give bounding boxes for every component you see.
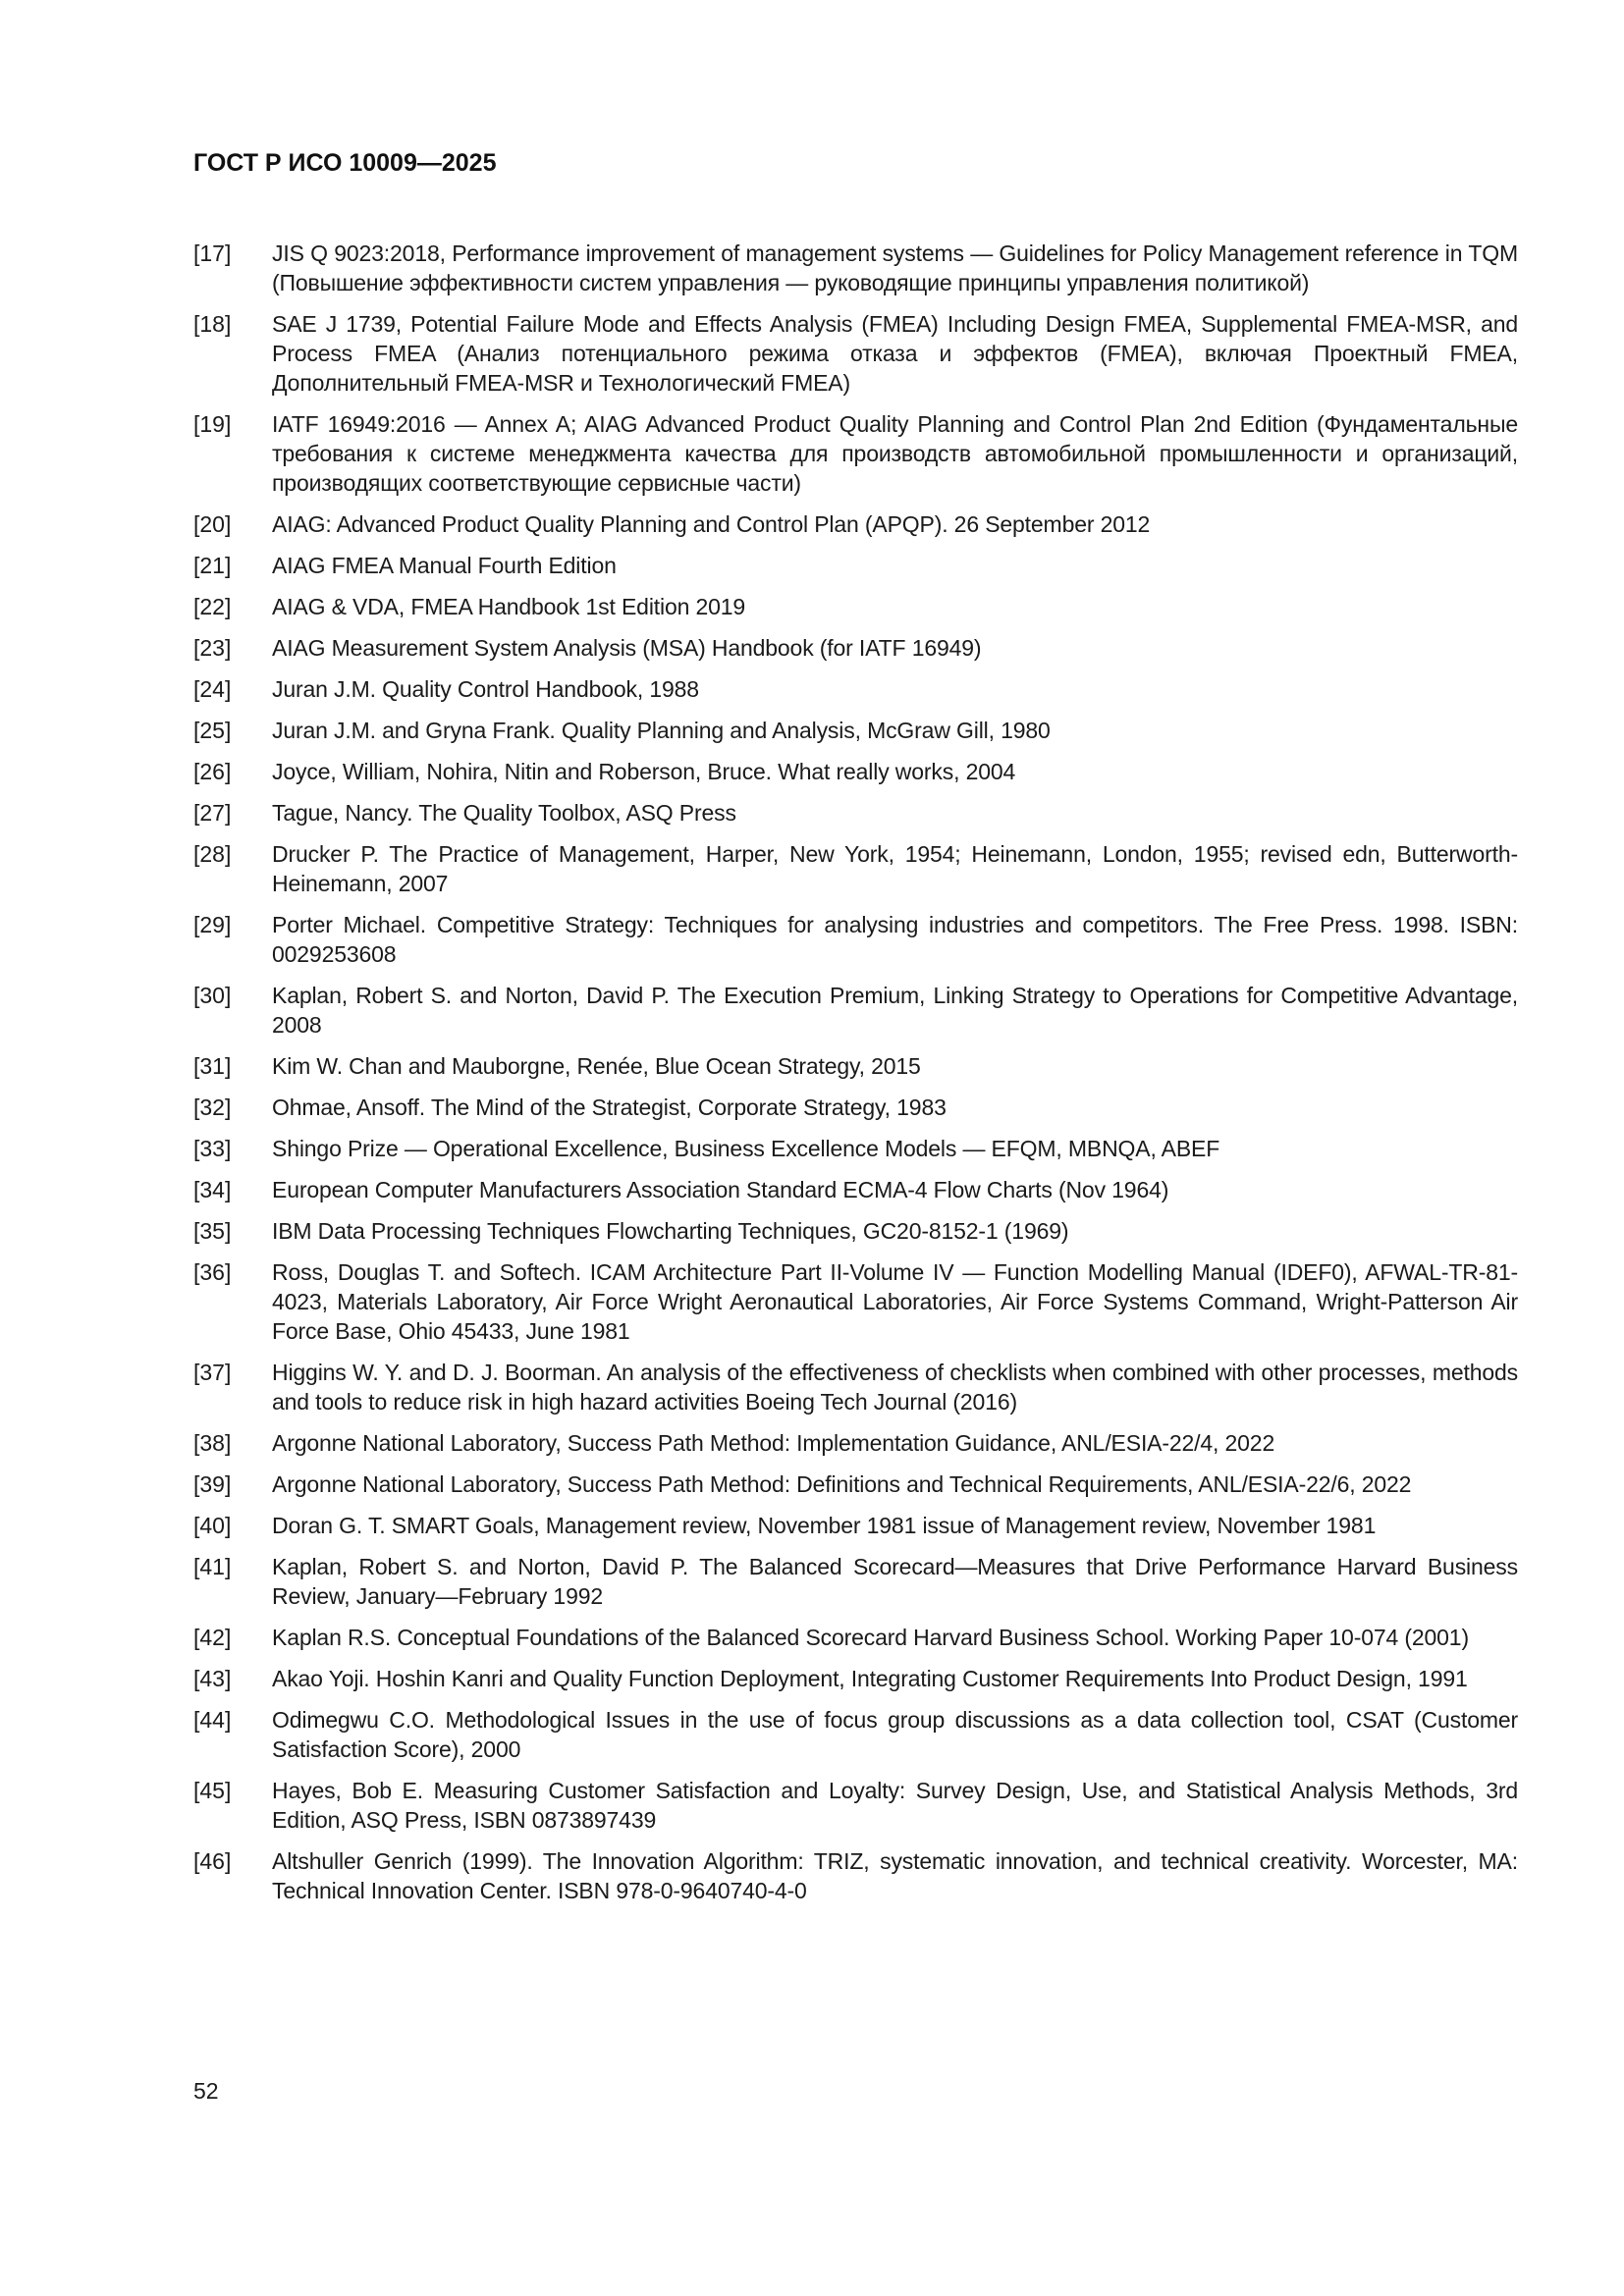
reference-number: [24] [193, 676, 232, 702]
reference-item [193, 757, 1518, 786]
reference-number: [25] [193, 718, 232, 743]
reference-number: [44] [193, 1707, 232, 1733]
reference-number: [36] [193, 1259, 232, 1285]
reference-item [193, 1664, 1518, 1693]
reference-text: Argonne National Laboratory, Success Path Method: Implementation Guidance, ANL/ESIA-22/4, 2022 [272, 1430, 1275, 1456]
reference-number: [17] [193, 240, 232, 266]
reference-text: IBM Data Processing Techniques Flowcharting Techniques, GC20-8152-1 (1969) [272, 1218, 1069, 1244]
reference-item [193, 409, 1518, 498]
reference-text: Kim W. Chan and Mauborgne, Renée, Blue Ocean Strategy, 2015 [272, 1053, 921, 1079]
reference-number: [21] [193, 553, 232, 578]
reference-item [193, 1776, 1518, 1835]
reference-item [193, 1134, 1518, 1163]
reference-item [193, 1623, 1518, 1652]
reference-item [193, 309, 1518, 398]
reference-text: Ohmae, Ansoff. The Mind of the Strategist, Corporate Strategy, 1983 [272, 1095, 947, 1120]
reference-text: European Computer Manufacturers Association Standard ECMA-4 Flow Charts (Nov 1964) [272, 1177, 1169, 1202]
reference-text: Doran G. T. SMART Goals, Management review, November 1981 issue of Management review, November 1981 [272, 1513, 1377, 1538]
reference-item [193, 910, 1518, 969]
reference-item [193, 1216, 1518, 1246]
reference-text: AIAG: Advanced Product Quality Planning and Control Plan (APQP). 26 September 2012 [272, 511, 1151, 537]
reference-item [193, 1358, 1518, 1416]
reference-number: [29] [193, 912, 232, 937]
reference-text: Drucker P. The Practice of Management, Harper, New York, 1954; Heinemann, London, 1955; revised edn, Butterworth-Heinemann, 2007 [272, 841, 1518, 896]
reference-number: [43] [193, 1666, 232, 1691]
reference-text: Argonne National Laboratory, Success Path Method: Definitions and Technical Requirements, ANL/ESIA-22/6, 2022 [272, 1471, 1412, 1497]
reference-item [193, 839, 1518, 898]
reference-item [193, 1552, 1518, 1611]
reference-item [193, 798, 1518, 828]
reference-item [193, 1469, 1518, 1499]
reference-number: [20] [193, 511, 232, 537]
reference-text: Higgins W. Y. and D. J. Boorman. An analysis of the effectiveness of checklists when combined with other processes, methods and tools to reduce risk in high hazard activities Boeing Tech Journal (2016) [272, 1360, 1518, 1415]
reference-text: Akao Yoji. Hoshin Kanri and Quality Function Deployment, Integrating Customer Requirements Into Product Design, 1991 [272, 1666, 1468, 1691]
reference-text: Odimegwu C.O. Methodological Issues in the use of focus group discussions as a data collection tool, CSAT (Customer Satisfaction Score), 2000 [272, 1707, 1518, 1762]
reference-item [193, 551, 1518, 580]
reference-item [193, 716, 1518, 745]
reference-number: [30] [193, 983, 232, 1008]
reference-item [193, 509, 1518, 539]
reference-number: [35] [193, 1218, 232, 1244]
reference-number: [19] [193, 411, 232, 437]
reference-item [193, 1428, 1518, 1458]
reference-text: Juran J.M. Quality Control Handbook, 1988 [272, 676, 699, 702]
reference-text: AIAG Measurement System Analysis (MSA) Handbook (for IATF 16949) [272, 635, 982, 661]
reference-number: [26] [193, 759, 232, 784]
reference-text: Hayes, Bob E. Measuring Customer Satisfaction and Loyalty: Survey Design, Use, and Statistical Analysis Methods, 3rd Edition, ASQ Press, ISBN 0873897439 [272, 1778, 1518, 1833]
reference-text: SAE J 1739, Potential Failure Mode and Effects Analysis (FMEA) Including Design FMEA, Supplemental FMEA-MSR, and Process FMEA (Анализ потенциального режима отказа и эффектов (FMEA), включая Проектный FMEA, Дополнительный FMEA-MSR и Технологический FMEA) [272, 311, 1518, 396]
reference-text: Juran J.M. and Gryna Frank. Quality Planning and Analysis, McGraw Gill, 1980 [272, 718, 1051, 743]
reference-text: AIAG FMEA Manual Fourth Edition [272, 553, 617, 578]
reference-number: [40] [193, 1513, 232, 1538]
reference-text: AIAG & VDA, FMEA Handbook 1st Edition 2019 [272, 594, 746, 619]
reference-number: [33] [193, 1136, 232, 1161]
reference-item [193, 1051, 1518, 1081]
reference-item [193, 1846, 1518, 1905]
reference-number: [18] [193, 311, 232, 337]
reference-number: [32] [193, 1095, 232, 1120]
reference-text: JIS Q 9023:2018, Performance improvement of management systems — Guidelines for Policy Management reference in TQM (Повышение эффективности систем управления — руководящие принципы управления политикой) [272, 240, 1518, 295]
page-number: 52 [193, 2078, 219, 2104]
reference-number: [37] [193, 1360, 232, 1385]
reference-item [193, 1705, 1518, 1764]
reference-item [193, 981, 1518, 1040]
reference-number: [22] [193, 594, 232, 619]
reference-number: [27] [193, 800, 232, 826]
reference-number: [38] [193, 1430, 232, 1456]
reference-text: Altshuller Genrich (1999). The Innovation Algorithm: TRIZ, systematic innovation, and technical creativity. Worcester, MA: Technical Innovation Center. ISBN 978-0-9640740-4-0 [272, 1848, 1518, 1903]
reference-text: Porter Michael. Competitive Strategy: Techniques for analysing industries and competitors. The Free Press. 1998. ISBN: 0029253608 [272, 912, 1518, 967]
reference-text: Tague, Nancy. The Quality Toolbox, ASQ Press [272, 800, 736, 826]
reference-number: [41] [193, 1554, 232, 1579]
reference-item [193, 1257, 1518, 1346]
reference-text: Joyce, William, Nohira, Nitin and Roberson, Bruce. What really works, 2004 [272, 759, 1016, 784]
reference-number: [28] [193, 841, 232, 867]
reference-text: Kaplan R.S. Conceptual Foundations of the Balanced Scorecard Harvard Business School. Working Paper 10-074 (2001) [272, 1625, 1469, 1650]
reference-number: [46] [193, 1848, 232, 1874]
document-header-title: ГОСТ Р ИСО 10009—2025 [193, 149, 497, 177]
reference-number: [45] [193, 1778, 232, 1803]
reference-number: [31] [193, 1053, 232, 1079]
reference-text: Kaplan, Robert S. and Norton, David P. The Execution Premium, Linking Strategy to Operations for Competitive Advantage, 2008 [272, 983, 1518, 1038]
reference-number: [23] [193, 635, 232, 661]
reference-number: [34] [193, 1177, 232, 1202]
reference-item [193, 1093, 1518, 1122]
reference-item [193, 592, 1518, 621]
reference-item [193, 633, 1518, 663]
reference-text: Ross, Douglas T. and Softech. ICAM Architecture Part II-Volume IV — Function Modelling Manual (IDEF0), AFWAL-TR-81-4023, Materials Laboratory, Air Force Wright Aeronautical Laboratories, Air Force Systems Command, Wright-Patterson Air Force Base, Ohio 45433, June 1981 [272, 1259, 1518, 1344]
reference-text: Shingo Prize — Operational Excellence, Business Excellence Models — EFQM, MBNQA, ABEF [272, 1136, 1220, 1161]
reference-item [193, 674, 1518, 704]
reference-item [193, 1511, 1518, 1540]
reference-text: IATF 16949:2016 — Annex A; AIAG Advanced Product Quality Planning and Control Plan 2nd Edition (Фундаментальные требования к системе менеджмента качества для производств автомобильной промышленности и организаций, производящих соответствующие сервисные части) [272, 411, 1518, 496]
reference-item [193, 1175, 1518, 1204]
reference-item [193, 239, 1518, 297]
bibliography-list [193, 239, 1518, 1917]
reference-text: Kaplan, Robert S. and Norton, David P. The Balanced Scorecard—Measures that Drive Performance Harvard Business Review, January—February 1992 [272, 1554, 1518, 1609]
reference-number: [42] [193, 1625, 232, 1650]
reference-number: [39] [193, 1471, 232, 1497]
